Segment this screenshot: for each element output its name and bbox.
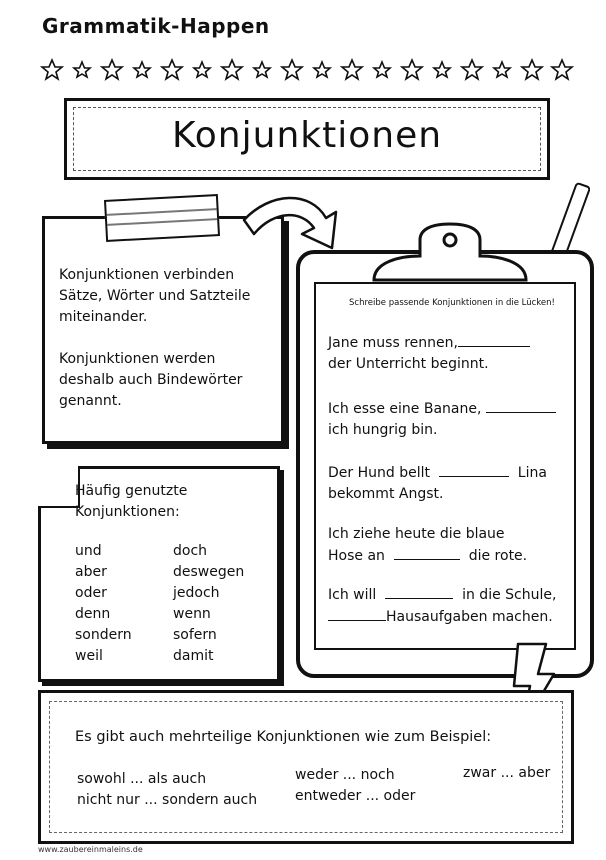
exercise-instruction: Schreibe passende Konjunktionen in die Lücken! [349,298,555,308]
exercise-text: Hausaufgaben machen. [386,609,553,625]
conjunction-column-2 [173,541,244,667]
exercise-2 [328,398,556,441]
brand-title: Grammatik-Happen [42,14,270,38]
exercise-text: Ich esse eine Banane, [328,401,482,417]
list-item: sofern [173,627,217,643]
gap-blank[interactable] [385,584,453,599]
exercise-text: der Unterricht beginnt. [328,356,489,372]
star-icon [42,60,62,79]
multi-part-group-1 [77,769,257,811]
heading-line: Häufig genutzte [75,483,188,499]
star-icon [342,60,362,79]
list-item: doch [173,543,208,559]
info-line: genannt. [59,393,122,409]
exercise-1 [328,332,530,375]
multi-part-item: weder ... noch [295,767,395,783]
info-paragraph-1 [59,265,271,328]
exercise-text: Der Hund bellt [328,465,430,481]
star-icon [402,60,422,79]
gap-blank[interactable] [458,332,530,347]
gap-blank[interactable] [394,545,460,560]
multi-part-item: nicht nur ... sondern auch [77,792,258,808]
info-line: Konjunktionen werden [59,351,216,367]
page-title: Konjunktionen [171,115,443,156]
info-line: deshalb auch Bindewörter [59,372,243,388]
list-item: weil [75,648,103,664]
list-item: und [75,543,102,559]
star-icon [162,60,182,79]
clipboard [296,250,594,678]
gap-blank[interactable] [439,462,509,477]
multi-part-group-3 [463,763,550,784]
star-icon [134,62,150,77]
star-icon [282,60,302,79]
list-item: deswegen [173,564,245,580]
star-icon [102,60,122,79]
multi-part-item: entweder ... oder [295,788,416,804]
exercise-text: in die Schule, [462,587,557,603]
list-item: sondern [75,627,132,643]
exercise-4 [328,524,527,567]
star-icon [254,62,270,77]
exercise-text: Jane muss rennen, [328,335,458,351]
title-banner [64,98,550,180]
tape-icon [104,194,220,242]
common-conjunctions-note [38,466,280,682]
exercise-text: Lina [517,465,547,481]
exercise-text: Ich ziehe heute die blaue [328,526,505,542]
star-icon [434,62,450,77]
exercise-text: ich hungrig bin. [328,422,438,438]
multi-part-item: sowohl ... als auch [77,771,207,787]
list-heading [75,481,187,523]
footer-url[interactable]: www.zaubereinmaleins.de [38,845,143,854]
stars-divider [40,58,580,82]
exercise-5 [328,584,556,628]
star-icon [314,62,330,77]
exercise-text: Hose an [328,548,385,564]
exercise-3 [328,462,547,505]
star-icon [462,60,482,79]
multi-part-group-2 [295,765,415,807]
list-item: damit [173,648,214,664]
gap-blank[interactable] [328,606,386,621]
multi-part-title: Es gibt auch mehrteilige Konjunktionen wie zum Beispiel: [75,729,492,745]
exercise-text: Ich will [328,587,377,603]
info-paragraph-2 [59,349,271,412]
exercise-text: die rote. [468,548,528,564]
info-line: Sätze, Wörter und Satzteile [59,288,251,304]
star-icon [522,60,542,79]
list-item: aber [75,564,107,580]
star-icon [374,62,390,77]
gap-blank[interactable] [486,398,556,413]
folded-corner-icon [38,466,80,508]
star-icon [74,62,90,77]
list-item: denn [75,606,111,622]
list-item: wenn [173,606,211,622]
conjunction-column-1 [75,541,132,667]
info-line: miteinander. [59,309,148,325]
multi-part-box [38,690,574,844]
info-line: Konjunktionen verbinden [59,267,235,283]
star-icon [222,60,242,79]
list-item: jedoch [173,585,220,601]
list-item: oder [75,585,107,601]
star-icon [194,62,210,77]
heading-line: Konjunktionen: [75,504,180,520]
exercise-text: bekommt Angst. [328,486,444,502]
star-icon [494,62,510,77]
clipboard-paper [314,282,576,650]
multi-part-item: zwar ... aber [463,765,551,781]
star-icon [552,60,572,79]
clipboard-clip-icon [360,222,540,282]
